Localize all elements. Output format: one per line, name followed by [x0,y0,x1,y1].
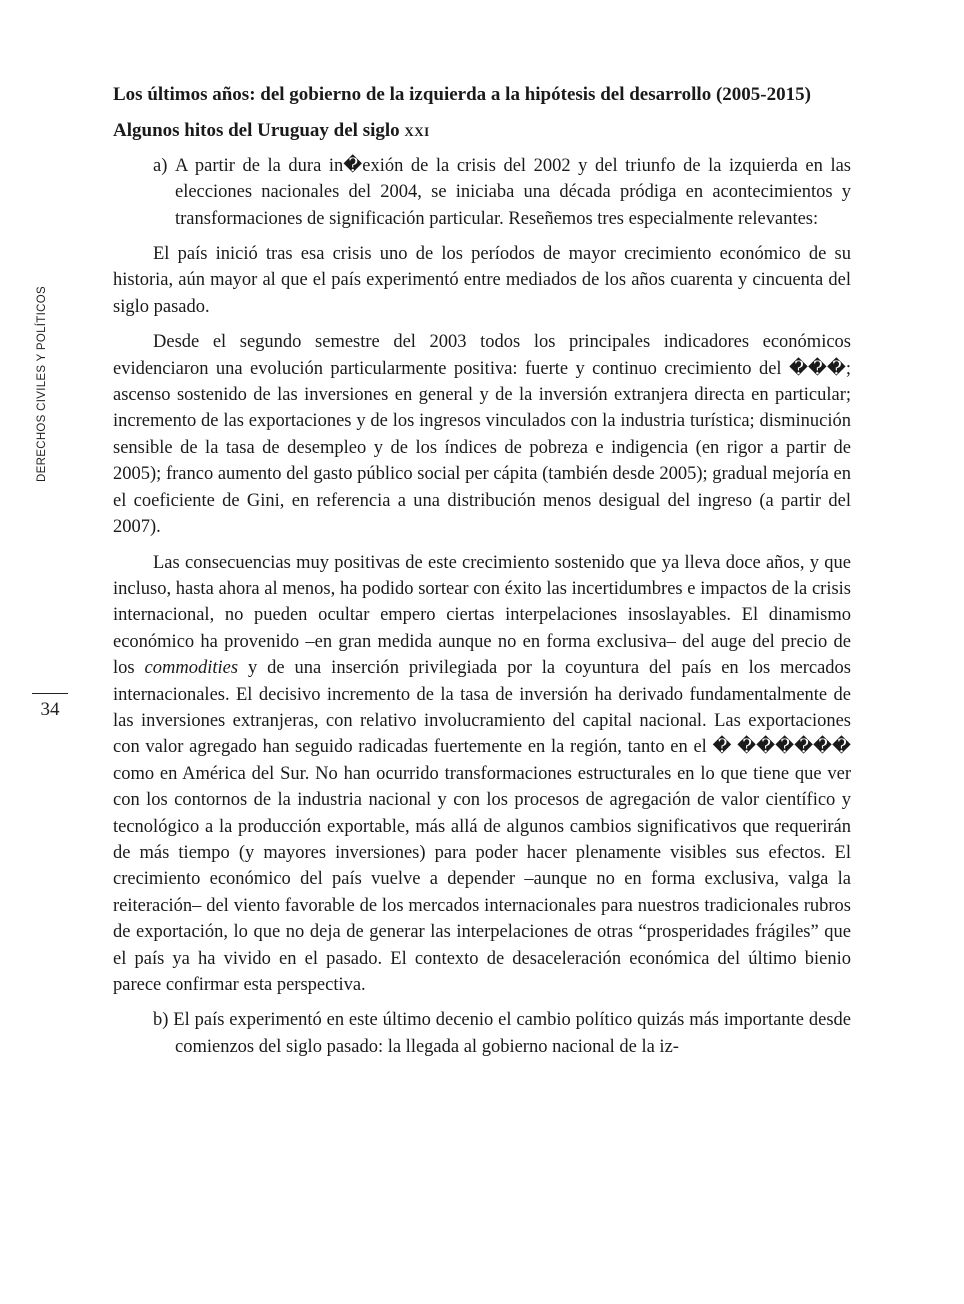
paragraph-growth: El país inició tras esa crisis uno de los períodos de mayor crecimiento económico de su historia, aún mayor al que el país experimentó entre mediados de los años cuarenta y cincuenta del siglo pasado. [113,244,851,317]
subsection-title-century: xxi [404,120,430,142]
paragraph-consequences-part1: Las consecuencias muy positivas de este crecimiento sostenido que ya lleva doce años, y que incluso, hasta ahora al menos, ha podido sortear con éxito las incertidumbres e impactos de la crisis internacional, no pueden ocultar empero ciertas interpelaciones insoslayables. El dinamismo económico ha provenido –en gran medida aunque no en forma exclusiva– del auge del precio de los [113,552,851,679]
list-item-a [113,153,851,232]
page-number: 34 [40,699,60,720]
running-head [28,284,56,484]
list-text-b: El país experimentó en este último decenio el cambio político quizás más importante desde comienzos del siglo pasado: la llegada al gobierno nacional de la iz- [173,1010,851,1057]
paragraph-consequences [113,550,851,999]
running-head-text: DERECHOS CIVILES Y POLÍTICOS [36,286,48,482]
page-number-rule [32,693,68,694]
page-body [113,82,851,1069]
paragraph-consequences-part2: y de una inserción privilegiada por la coyuntura del país en los mercados internacionales. El decisivo incremento de la tasa de inversión ha derivado fundamentalmente de las inversiones extranjeras, con relativo involucramiento del capital nacional. Las exportaciones con valor agregado han seguido radicadas fuertemente en la región, tanto en el � ������ como en América del Sur. No han ocurrido transformaciones estructurales en lo que tiene que ver con los contornos de la industria nacional y con los procesos de agregación de valor científico y tecnológico a la producción exportable, más allá de algunos cambios significativos que requerirán de más tiempo (y mayores inversiones) para poder hacer plenamente visibles sus efectos. El crecimiento económico del país vuelve a depender –aunque no en forma exclusiva, valga la reiteración– del viento favorable de los mercados internacionales para nuestros tradicionales rubros de exportación, lo que no deja de generar las interpelaciones de otras “prosperidades frágiles” que el país ya ha vivido en el pasado. El contexto de desaceleración económica del último bienio parece confirmar esta perspectiva. [113,658,851,995]
section-title: Los últimos años: del gobierno de la izquierda a la hipótesis del desarrollo (2005-2015) [113,84,811,105]
list-marker-a: a) [153,155,168,176]
list-text-a: A partir de la dura in�exión de la crisis del 2002 y del triunfo de la izquierda en las elecciones nacionales del 2004, se iniciaba una década pródiga en acontecimientos y transformaciones de significación particular. Reseñemos tres especialmente relevantes: [174,155,851,229]
commodities-term: commodities [144,658,239,679]
list-marker-b: b) [153,1010,169,1031]
subsection-title-text: Algunos hitos del Uruguay del siglo [113,120,405,142]
paragraph-indicators: Desde el segundo semestre del 2003 todos los principales indicadores económicos evidenciaron una evolución particularmente positiva: fuerte y continuo crecimiento del ���; ascenso sostenido de las inversiones en general y de la inversión extranjera directa en particular; incremento de las exportaciones y de los ingresos vinculados con la industria turística; disminución sensible de la tasa de desempleo y de los índices de pobreza e indigencia (en rigor a partir de 2005); franco aumento del gasto público social per cápita (también desde 2005); gradual mejoría en el coeficiente de Gini, en referencia a una distribución menos desigual del ingreso (a partir del 2007). [113,332,851,538]
subsection-title [113,118,851,144]
list-item-b [113,1007,851,1060]
